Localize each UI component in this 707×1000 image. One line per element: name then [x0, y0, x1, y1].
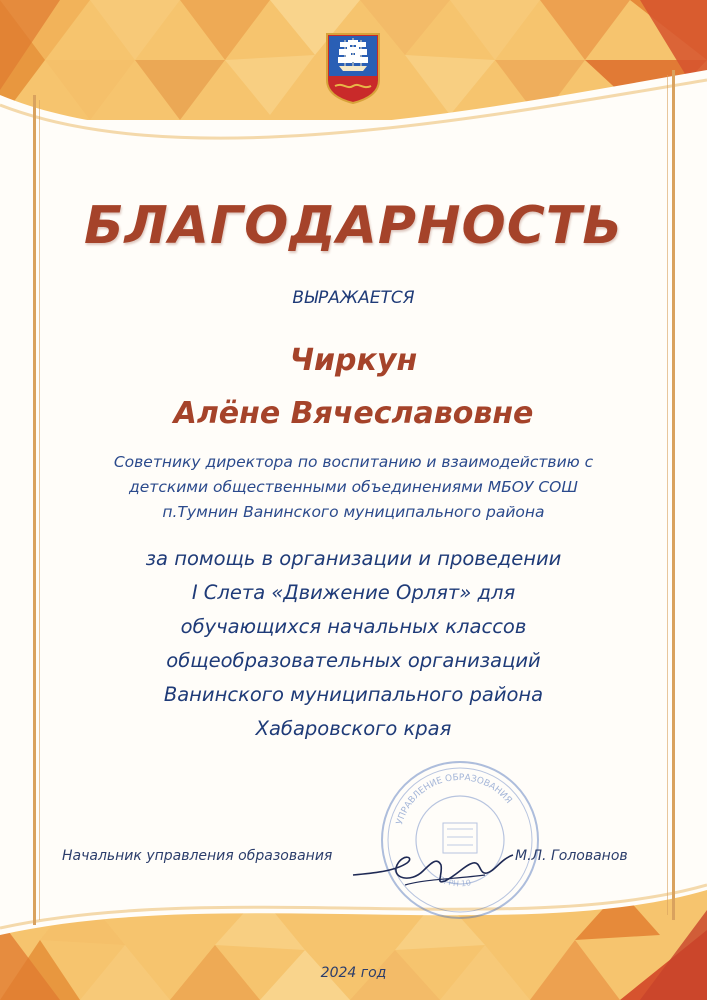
certificate-title: БЛАГОДАРНОСТЬ [83, 196, 624, 256]
gratitude-reason [0, 542, 707, 746]
coat-of-arms-ship-emblem-icon [325, 32, 381, 104]
position-line: детскими общественными объединениями МБОУ СОШ [129, 478, 578, 496]
expressed-label: ВЫРАЖАЕТСЯ [292, 288, 415, 308]
recipient-surname: Чиркун [289, 343, 418, 378]
reason-line: обучающихся начальных классов [180, 615, 527, 638]
recipient-given-names: Алёне Вячеславовне [173, 396, 534, 431]
certificate-year: 2024 год [320, 965, 387, 981]
reason-line: Хабаровского края [255, 717, 452, 740]
signatory-name: М.Л. Голованов [515, 848, 628, 864]
reason-line: Ванинского муниципального района [163, 683, 544, 706]
position-line: Советнику директора по воспитанию и взаимодействию с [113, 453, 594, 471]
reason-line: общеобразовательных организаций [166, 649, 541, 672]
position-line: п.Тумнин Ванинского муниципального района [162, 503, 545, 521]
recipient-position [0, 450, 707, 525]
reason-line: I Слета «Движение Орлят» для [191, 581, 516, 604]
reason-line: за помощь в организации и проведении [145, 547, 562, 570]
signatory-role: Начальник управления образования [62, 848, 333, 864]
handwritten-signature-icon [345, 835, 525, 905]
stamp-text-top: УПРАВЛЕНИЕ ОБРАЗОВАНИЯ [395, 772, 514, 827]
stamp-text-bottom: ОГРН 10 [436, 874, 472, 889]
